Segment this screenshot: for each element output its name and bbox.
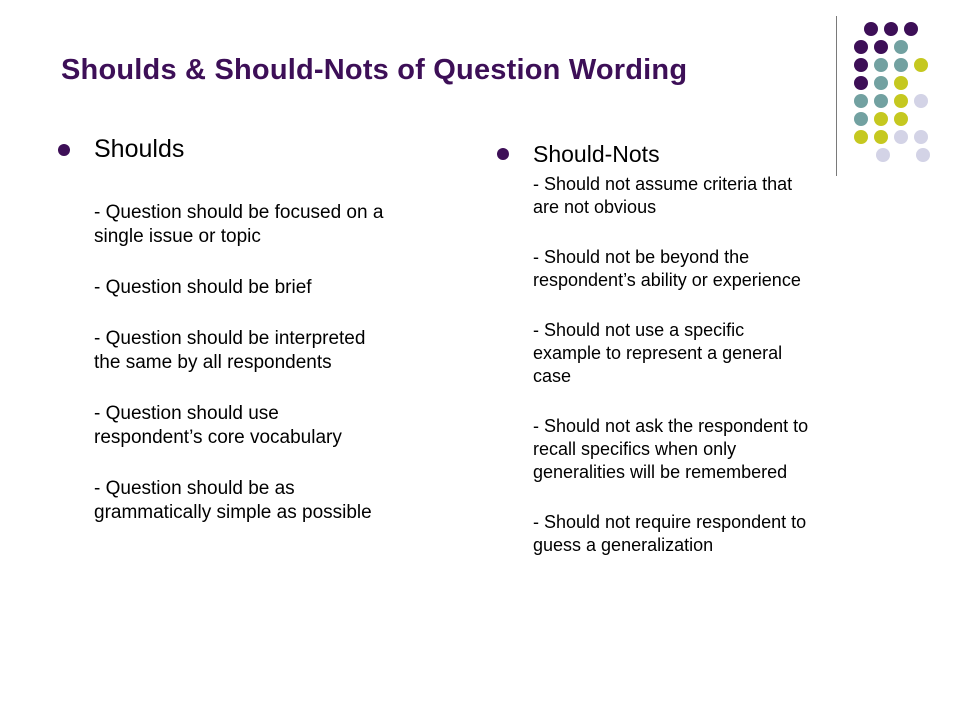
should-nots-item: - Should not assume criteria that are not obvious xyxy=(533,174,793,217)
decorative-dot xyxy=(874,112,888,126)
decorative-dot xyxy=(874,58,888,72)
shoulds-item: - Question should be as grammatically simple as possible xyxy=(94,478,372,523)
bullet-icon xyxy=(497,148,509,160)
decorative-dot xyxy=(874,94,888,108)
should-nots-item: - Should not ask the respondent to recall specifics when only generalities will be remembered xyxy=(533,416,809,482)
decorative-dot xyxy=(864,22,878,36)
decorative-dot xyxy=(894,76,908,90)
decorative-dot xyxy=(884,22,898,36)
decorative-dot xyxy=(854,40,868,54)
decorative-dot xyxy=(874,76,888,90)
should-nots-item: - Should not require respondent to guess a generalization xyxy=(533,512,807,555)
should-nots-heading-row xyxy=(497,137,927,171)
decorative-dot xyxy=(894,58,908,72)
decorative-dot xyxy=(894,112,908,126)
decorative-dot xyxy=(904,22,918,36)
should-nots-item: - Should not be beyond the respondent’s ability or experience xyxy=(533,247,801,290)
shoulds-item: - Question should use respondent’s core vocabulary xyxy=(94,403,342,448)
decorative-dot xyxy=(914,58,928,72)
decorative-dot xyxy=(894,94,908,108)
should-nots-column xyxy=(497,137,927,557)
decorative-dot xyxy=(914,94,928,108)
bullet-icon xyxy=(58,144,70,156)
decorative-dot xyxy=(894,40,908,54)
slide-title: Shoulds & Should-Nots of Question Wording xyxy=(61,54,688,86)
decorative-dot xyxy=(854,94,868,108)
decorative-dot xyxy=(854,76,868,90)
decorative-dot xyxy=(874,40,888,54)
shoulds-item: - Question should be interpreted the same by all respondents xyxy=(94,328,366,373)
shoulds-item: - Question should be focused on a single issue or topic xyxy=(94,202,384,247)
shoulds-heading-row xyxy=(58,132,478,166)
shoulds-item: - Question should be brief xyxy=(94,277,312,298)
shoulds-column xyxy=(58,132,478,525)
should-nots-heading: Should-Nots xyxy=(533,141,660,167)
shoulds-heading: Shoulds xyxy=(94,135,185,163)
decorative-dot xyxy=(854,58,868,72)
should-nots-item: - Should not use a specific example to represent a general case xyxy=(533,320,783,386)
decorative-dot xyxy=(854,112,868,126)
